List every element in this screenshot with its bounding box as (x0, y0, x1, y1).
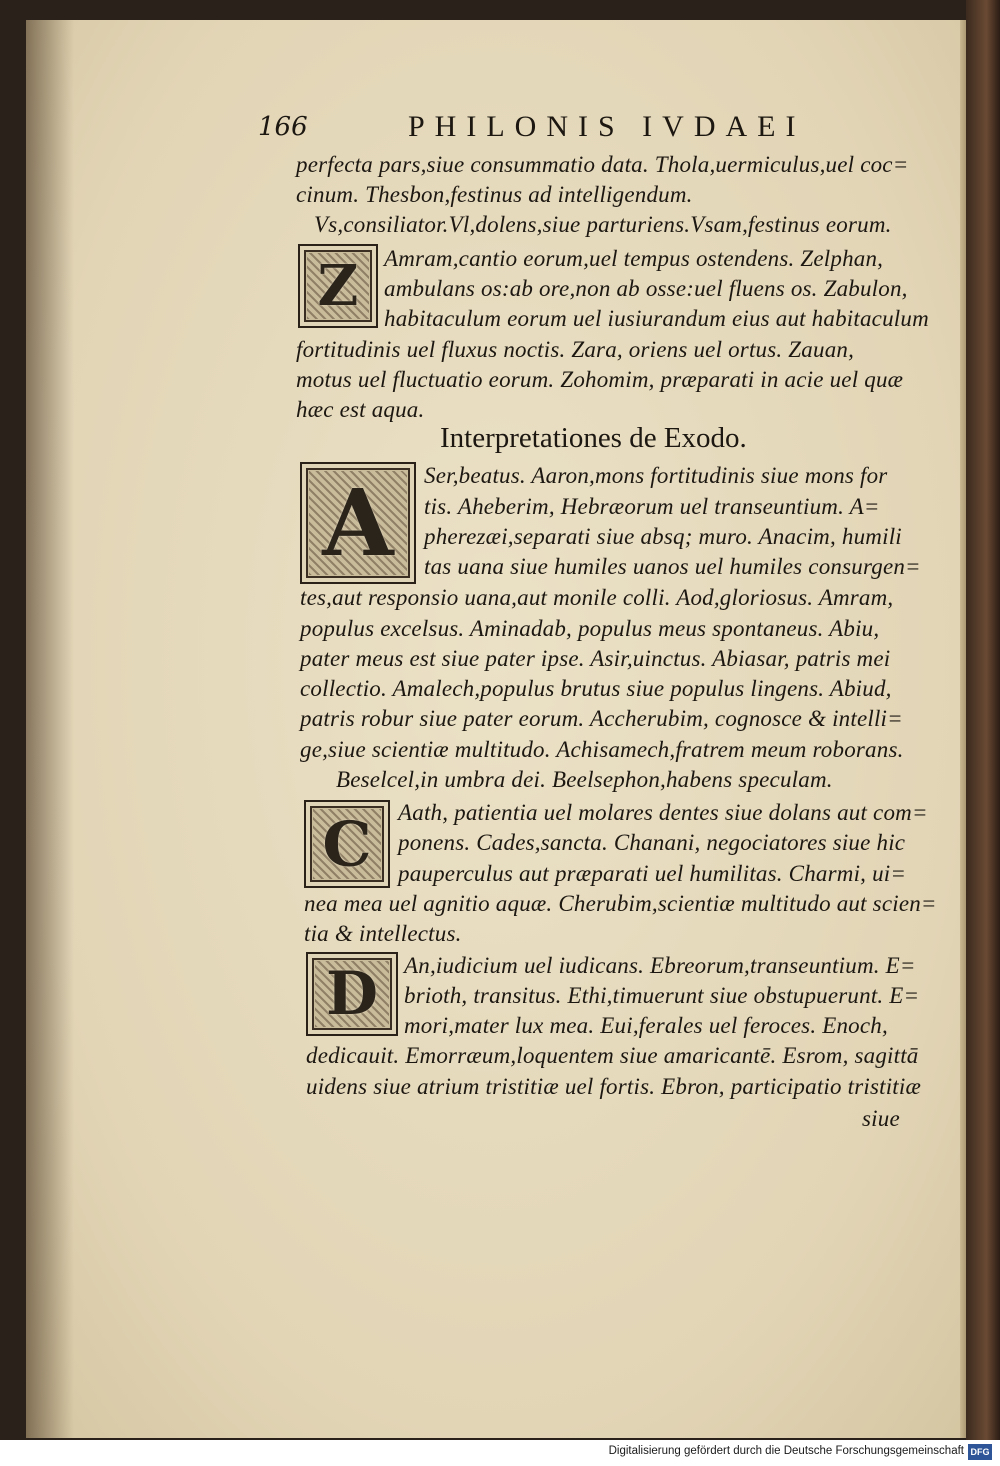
decorated-initial-d (306, 952, 398, 1036)
decorated-initial-z (298, 244, 378, 328)
text-line: uidens siue atrium tristitiæ uel fortis. Ebron, participatio tristitiæ (306, 1074, 922, 1099)
text-line: brioth, transitus. Ethi,timuerunt siue obstupuerunt. E= (404, 983, 920, 1008)
footer-bar (0, 1440, 1000, 1466)
text-line: ambulans os:ab ore,non ab osse:uel fluens os. Zabulon, (384, 276, 908, 301)
dfg-logo: DFG (968, 1444, 992, 1460)
text-line: collectio. Amalech,populus brutus siue populus lingens. Abiud, (300, 676, 892, 701)
page-gutter-shadow (26, 20, 74, 1438)
text-line: patris robur siue pater eorum. Accherubim, cognosce & intelli= (300, 706, 903, 731)
text-line: pauperculus aut præparati uel humilitas. Charmi, ui= (398, 861, 907, 886)
text-line: pherezæi,separati siue absq; muro. Anacim, humili (424, 524, 902, 549)
text-line: motus uel fluctuatio eorum. Zohomim, præparati in acie uel quæ (296, 367, 904, 392)
text-line: pater meus est siue pater ipse. Asir,uinctus. Abiasar, patris mei (300, 646, 891, 671)
section-heading: Interpretationes de Exodo. (440, 422, 747, 454)
text-line: dedicauit. Emorræum,loquentem siue amaricantē. Esrom, sagittā (306, 1043, 919, 1068)
initial-letter: D (325, 959, 379, 1029)
text-line: Aath, patientia uel molares dentes siue dolans aut com= (398, 800, 928, 825)
text-line: Vs,consiliator.Vl,dolens,siue parturiens.Vsam,festinus eorum. (314, 212, 892, 237)
catchword: siue (862, 1106, 900, 1131)
initial-letter: A (322, 469, 394, 577)
text-line: mori,mater lux mea. Eui,ferales uel feroces. Enoch, (404, 1013, 888, 1038)
text-line: tia & intellectus. (304, 921, 462, 946)
text-line: Amram,cantio eorum,uel tempus ostendens. Zelphan, (384, 246, 884, 271)
binding-edge (966, 0, 1000, 1440)
text-line: Ser,beatus. Aaron,mons fortitudinis siue mons for (424, 463, 888, 488)
text-line: tas uana siue humiles uanos uel humiles consurgen= (424, 554, 921, 579)
text-line: An,iudicium uel iudicans. Ebreorum,transeuntium. E= (404, 953, 916, 978)
text-line: fortitudinis uel fluxus noctis. Zara, oriens uel ortus. Zauan, (296, 337, 855, 362)
initial-letter: Z (317, 253, 359, 319)
text-line: perfecta pars,siue consummatio data. Thola,uermiculus,uel coc= (296, 152, 909, 177)
initial-letter: C (322, 807, 372, 881)
text-line: habitaculum eorum uel iusiurandum eius aut habitaculum (384, 306, 929, 331)
running-head: PHILONIS IVDAEI (408, 110, 806, 143)
page-header (258, 108, 878, 148)
funding-credit: Digitalisierung gefördert durch die Deutsche Forschungsgemeinschaft (608, 1445, 964, 1457)
text-line: populus excelsus. Aminadab, populus meus spontaneus. Abiu, (300, 616, 880, 641)
text-line: tis. Aheberim, Hebræorum uel transeuntium. A= (424, 494, 880, 519)
text-line: Beselcel,in umbra dei. Beelsephon,habens speculam. (336, 767, 833, 792)
text-line: cinum. Thesbon,festinus ad intelligendum. (296, 182, 693, 207)
decorated-initial-c (304, 800, 390, 888)
text-line: ge,siue scientiæ multitudo. Achisamech,fratrem meum roborans. (300, 737, 904, 762)
text-line: hæc est aqua. (296, 397, 425, 422)
page-number: 166 (258, 112, 308, 142)
text-line: nea mea uel agnitio aquæ. Cherubim,scientiæ multitudo aut scien= (304, 891, 937, 916)
text-line: ponens. Cades,sancta. Chanani, negociatores siue hic (398, 830, 906, 855)
decorated-initial-a (300, 462, 416, 584)
text-line: tes,aut responsio uana,aut monile colli. Aod,gloriosus. Amram, (300, 585, 894, 610)
